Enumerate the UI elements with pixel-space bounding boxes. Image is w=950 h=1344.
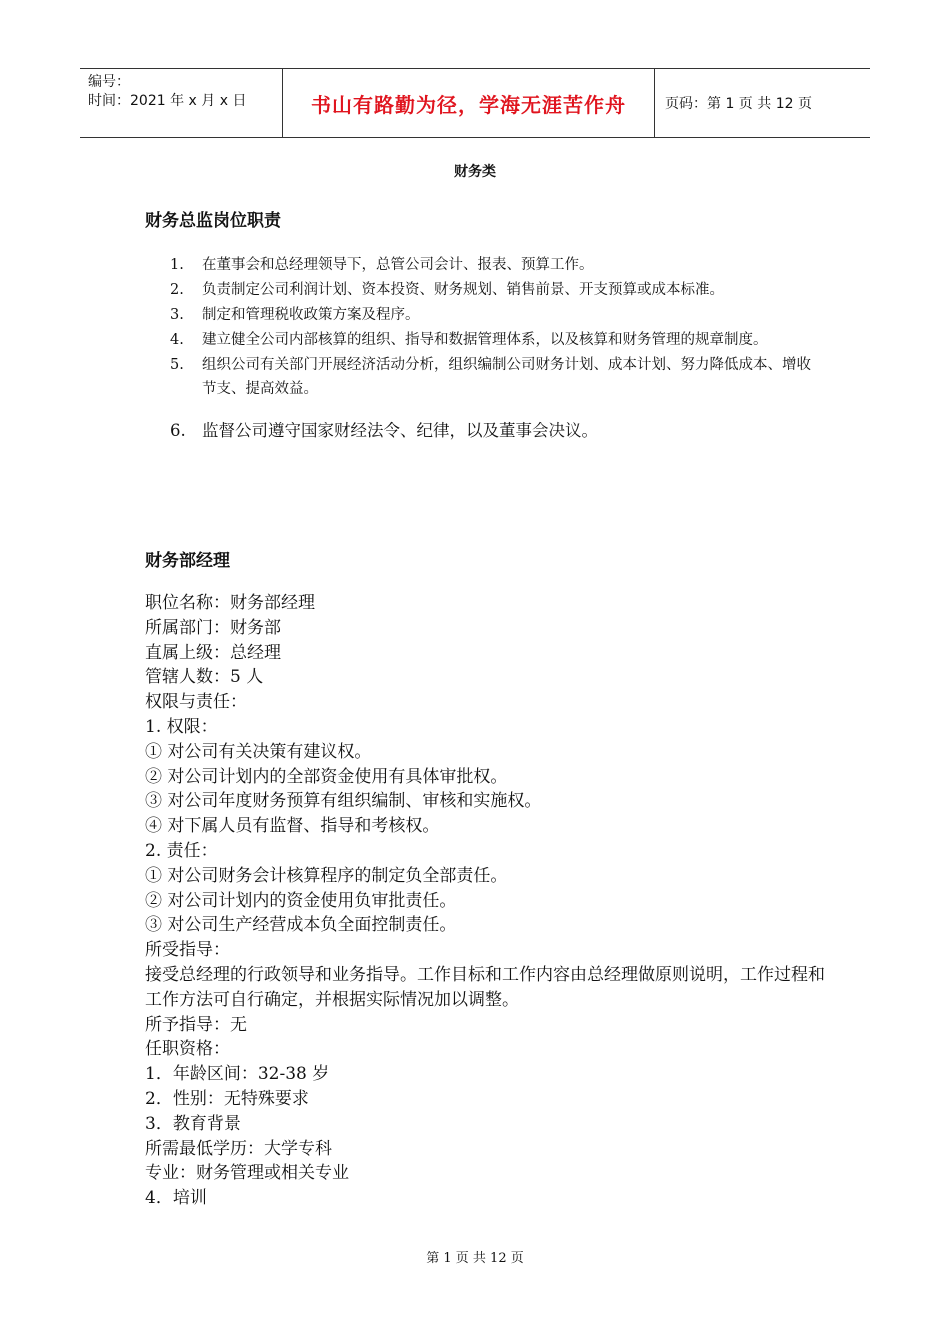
header-table [80,68,870,138]
list-item-number: 6. [170,421,186,440]
document-number-label: 编号： [88,74,130,90]
body-line: ③ 对公司生产经营成本负全面控制责任。 [145,915,457,936]
list-item [170,278,820,302]
header-page-info: 页码：第 1 页 共 12 页 [665,96,812,112]
body-line: 所予指导：无 [145,1014,247,1035]
list-item-text: 监督公司遵守国家财经法令、纪律，以及董事会决议。 [202,421,598,440]
list-item-text: 制定和管理税收政策方案及程序。 [202,307,420,323]
body-line: 所受指导： [145,940,230,961]
body-line: ① 对公司财务会计核算程序的制定负全部责任。 [145,865,508,886]
section-title-finance-manager: 财务部经理 [145,551,230,571]
body-line: 权限与责任： [145,692,247,713]
body-line: 任职资格： [145,1039,230,1060]
list-item-number: 2. [170,282,184,298]
body-line: 管辖人数：5 人 [145,667,264,688]
body-line: ② 对公司计划内的全部资金使用有具体审批权。 [145,766,508,787]
list-item [170,303,820,327]
list-item-number: 4. [170,332,184,348]
body-line: ③ 对公司年度财务预算有组织编制、审核和实施权。 [145,791,542,812]
list-item [170,353,820,401]
body-line: 职位名称：财务部经理 [145,593,315,613]
body-line: 直属上级：总经理 [145,642,281,663]
body-line: 专业：财务管理或相关专业 [145,1163,349,1184]
list-item [170,328,820,352]
finance-manager-body [145,591,825,1211]
list-item-number: 3. [170,307,184,323]
list-item-text: 建立健全公司内部核算的组织、指导和数据管理体系，以及核算和财务管理的规章制度。 [202,332,768,348]
body-line: 1．年龄区间：32-38 岁 [145,1064,330,1085]
body-line: 所需最低学历：大学专科 [145,1138,332,1159]
body-line: ① 对公司有关决策有建议权。 [145,741,372,762]
body-line: 所属部门：财务部 [145,617,281,638]
header-page-cell [655,69,870,137]
list-item [170,253,820,277]
body-line: 2. 责任： [145,840,218,861]
body-line: 1. 权限： [145,716,218,737]
body-line: 4．培训 [145,1188,207,1209]
body-line: 3．教育背景 [145,1113,241,1134]
list-item-text: 在董事会和总经理领导下，总管公司会计、报表、预算工作。 [202,257,594,273]
cfo-duties-list [170,253,820,444]
header-motto-cell [282,69,655,137]
category-title: 财务类 [454,164,496,180]
list-item-text: 组织公司有关部门开展经济活动分析，组织编制公司财务计划、成本计划、努力降低成本、增收节支、提高效益。 [202,357,811,397]
body-line: 2．性别：无特殊要求 [145,1088,309,1109]
body-line: ② 对公司计划内的资金使用负审批责任。 [145,890,457,911]
body-paragraph: 接受总经理的行政领导和业务指导。工作目标和工作内容由总经理做原则说明，工作过程和工作方法可自行确定，并根据实际情况加以调整。 [145,964,825,1010]
body-line: ④ 对下属人员有监督、指导和考核权。 [145,816,440,837]
list-item-number: 5. [170,357,184,373]
list-item-text: 负责制定公司利润计划、资本投资、财务规划、销售前景、开支预算或成本标准。 [202,282,724,298]
section-title-cfo: 财务总监岗位职责 [145,211,281,231]
document-date: 时间：2021 年 x 月 x 日 [88,93,247,109]
list-item-number: 1. [170,257,184,273]
header-motto: 书山有路勤为径，学海无涯苦作舟 [311,92,626,117]
header-meta [80,69,282,137]
page-footer: 第 1 页 共 12 页 [426,1251,524,1266]
list-item [170,419,820,443]
